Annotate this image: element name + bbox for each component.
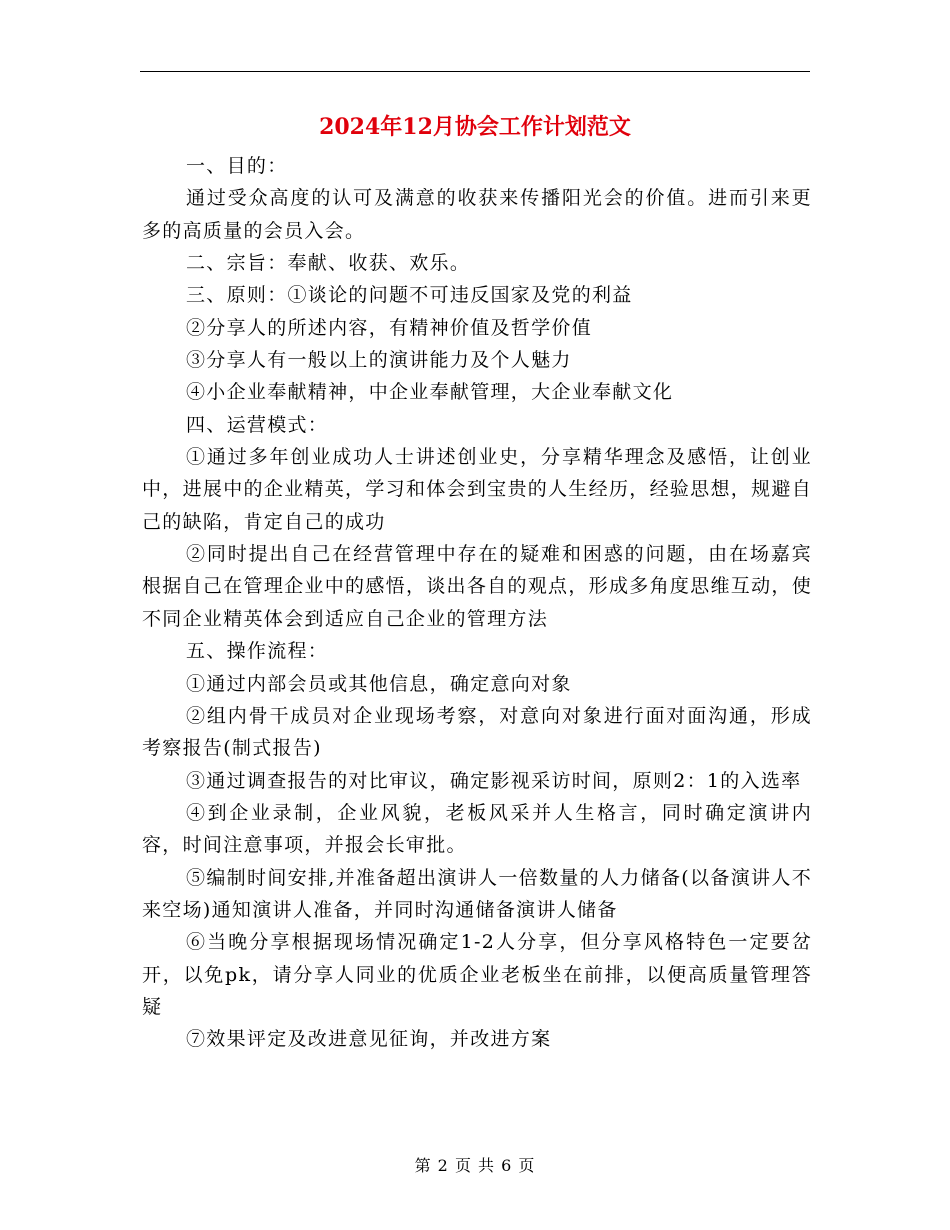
- process-item: ⑥当晚分享根据现场情况确定1-2人分享，但分享风格特色一定要岔开，以免pk，请分享人同业的优质企业老板坐在前排，以便高质量管理答疑: [142, 931, 812, 1018]
- section-heading-operation-mode: 四、运营模式：: [186, 413, 329, 436]
- document-title: 2024年12月协会工作计划范文: [319, 114, 631, 140]
- document-body: [142, 150, 812, 1056]
- process-item: ⑤编制时间安排,并准备超出演讲人一倍数量的人力储备(以备演讲人不来空场)通知演讲人准备，并同时沟通储备演讲人储备: [142, 866, 812, 921]
- process-item: ④到企业录制，企业风貌，老板风采并人生格言，同时确定演讲内容，时间注意事项，并报会长审批。: [142, 801, 812, 857]
- header-rule: [140, 71, 810, 72]
- section-heading-tenet: 二、宗旨：奉献、收获、欢乐。: [186, 252, 471, 275]
- section-heading-purpose: 一、目的：: [186, 155, 288, 177]
- principle-item: ③分享人有一般以上的演讲能力及个人魅力: [186, 349, 572, 372]
- process-item: ①通过内部会员或其他信息，确定意向对象: [186, 672, 572, 695]
- paragraph-purpose: 通过受众高度的认可及满意的收获来传播阳光会的价值。进而引来更多的高质量的会员入会。: [142, 187, 812, 242]
- operation-mode-item: ②同时提出自己在经营管理中存在的疑难和困惑的问题，由在场嘉宾根据自己在管理企业中的感悟，谈出各自的观点，形成多角度思维互动，使不同企业精英体会到适应自己企业的管理方法: [142, 543, 812, 630]
- process-item: ③通过调查报告的对比审议，确定影视采访时间，原则2：1的入选率: [186, 769, 802, 792]
- page-number-footer: 第 2 页 共 6 页: [414, 1156, 536, 1175]
- principle-item: ②分享人的所述内容，有精神价值及哲学价值: [186, 316, 593, 339]
- process-item: ②组内骨干成员对企业现场考察，对意向对象进行面对面沟通，形成考察报告(制式报告): [142, 704, 812, 760]
- section-heading-principles: 三、原则：①谈论的问题不可违反国家及党的利益: [186, 284, 633, 307]
- process-item: ⑦效果评定及改进意见征询，并改进方案: [186, 1028, 552, 1051]
- principle-item: ④小企业奉献精神，中企业奉献管理，大企业奉献文化: [186, 381, 674, 404]
- section-heading-process: 五、操作流程：: [186, 640, 329, 663]
- operation-mode-item: ①通过多年创业成功人士讲述创业史，分享精华理念及感悟，让创业中，进展中的企业精英，学习和体会到宝贵的人生经历，经验思想，规避自己的缺陷，肯定自己的成功: [142, 446, 812, 533]
